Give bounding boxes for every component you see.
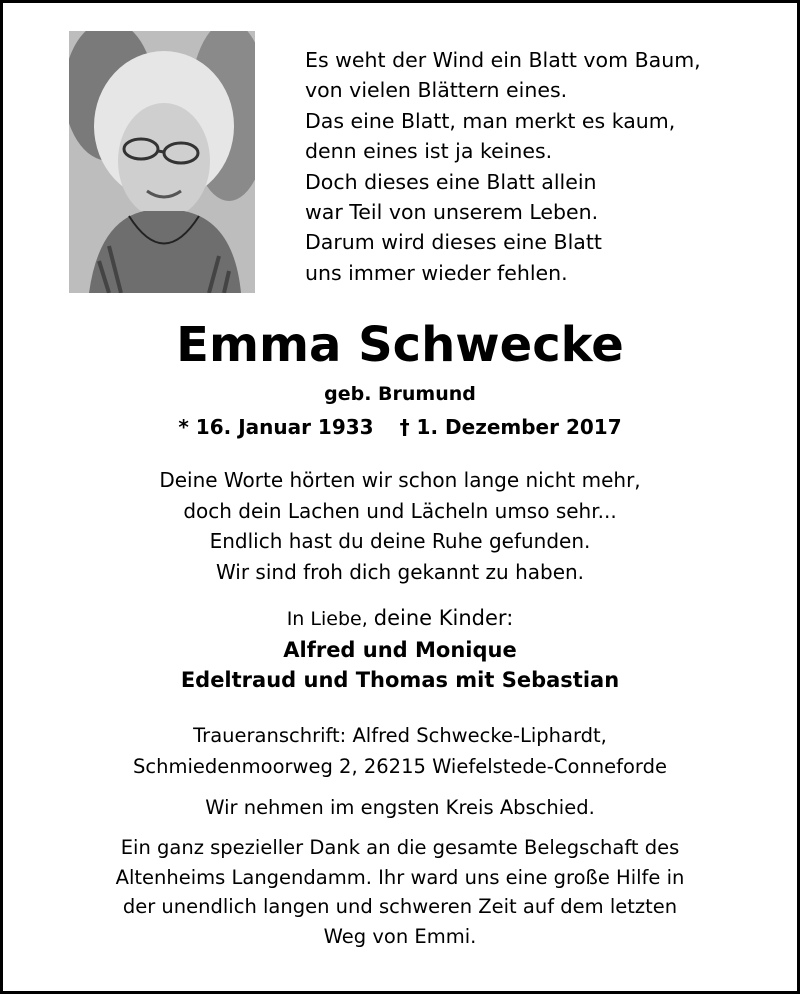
mourners-lead-prefix: In Liebe, <box>286 608 374 630</box>
verse-line: Endlich hast du deine Ruhe gefunden. <box>209 529 591 553</box>
mourner-names: Alfred und Monique <box>283 637 517 662</box>
portrait-photo <box>69 31 255 293</box>
thanks-line: Altenheims Langendamm. Ihr ward uns eine große Hilfe in <box>115 865 685 889</box>
mourner-names: Edeltraud und Thomas mit Sebastian <box>180 668 620 692</box>
thanks-note <box>3 833 797 951</box>
portrait-photo-icon <box>69 31 255 293</box>
poem-line: Das eine Blatt, man merkt es kaum, <box>305 108 676 133</box>
mourners-lead-suffix: deine Kinder: <box>373 606 514 630</box>
mourning-address <box>3 720 797 782</box>
death-date: † 1. Dezember 2017 <box>399 415 622 439</box>
birth-name: geb. Brumund <box>324 383 476 405</box>
birth-date: * 16. Januar 1933 <box>178 415 374 439</box>
mourners-lead <box>3 603 797 635</box>
farewell-note: Wir nehmen im engsten Kreis Abschied. <box>205 796 595 819</box>
verse-line: doch dein Lachen und Lächeln umso sehr... <box>183 498 617 523</box>
thanks-line: Weg von Emmi. <box>323 924 477 948</box>
verse-line: Deine Worte hörten wir schon lange nicht mehr, <box>159 468 641 492</box>
verse-line: Wir sind froh dich gekannt zu haben. <box>215 559 585 584</box>
deceased-name: Emma Schwecke <box>176 317 624 373</box>
address-line: Traueranschrift: Alfred Schwecke-Liphardt, <box>193 724 607 747</box>
poem-line: Darum wird dieses eine Blatt <box>305 230 602 255</box>
poem-line: denn eines ist ja keines. <box>305 139 553 164</box>
poem-line: war Teil von unserem Leben. <box>305 200 599 225</box>
poem <box>305 45 701 288</box>
thanks-line: der unendlich langen und schweren Zeit auf dem letzten <box>122 895 678 919</box>
poem-line: uns immer wieder fehlen. <box>305 260 568 285</box>
memorial-verse <box>3 465 797 587</box>
thanks-line: Ein ganz spezieller Dank an die gesamte Belegschaft des <box>120 836 680 859</box>
poem-line: Es weht der Wind ein Blatt vom Baum, <box>305 48 701 72</box>
mourners <box>3 603 797 696</box>
poem-line: von vielen Blättern eines. <box>305 78 568 103</box>
address-line: Schmiedenmoorweg 2, 26215 Wiefelstede-Conneforde <box>133 755 667 778</box>
poem-line: Doch dieses eine Blatt allein <box>305 169 597 194</box>
life-dates <box>3 415 797 439</box>
